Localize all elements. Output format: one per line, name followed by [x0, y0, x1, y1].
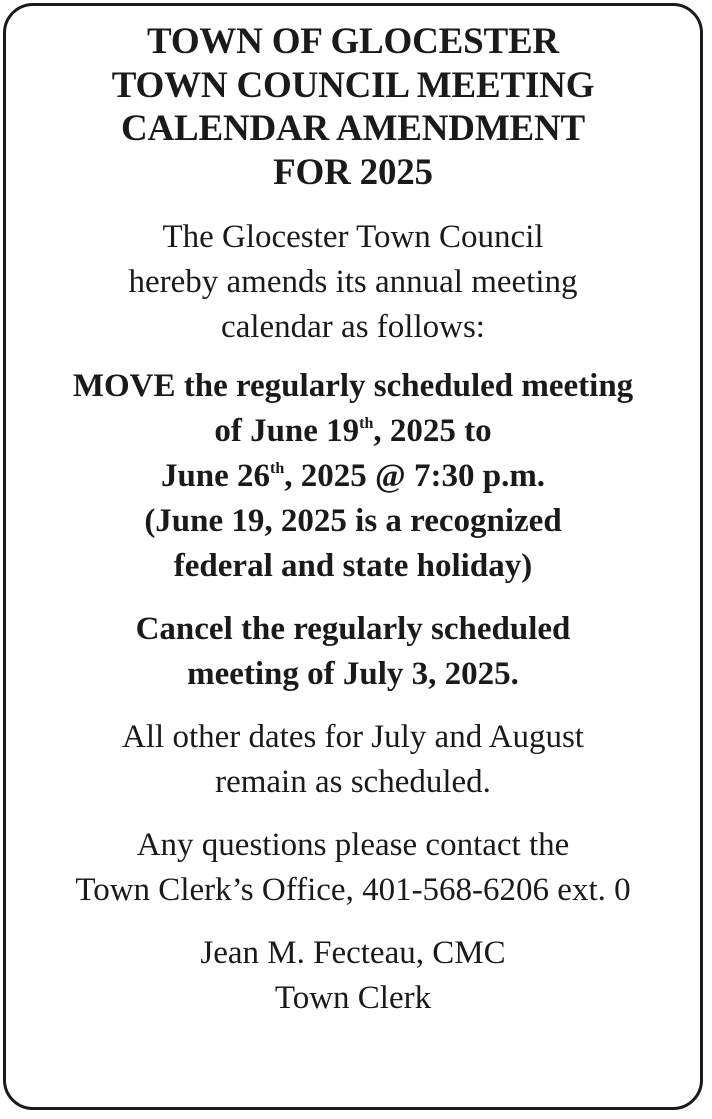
- contact-paragraph: [26, 823, 680, 913]
- intro-line: The Glocester Town Council: [162, 219, 544, 255]
- title-line: TOWN OF GLOCESTER: [147, 21, 559, 62]
- other-line: All other dates for July and August: [122, 719, 584, 755]
- other-line: remain as scheduled.: [215, 764, 491, 800]
- cancel-meeting-paragraph: [26, 607, 680, 697]
- ordinal-suffix: th: [359, 415, 374, 432]
- title-line: FOR 2025: [273, 151, 433, 193]
- move-text: of June 19: [214, 413, 360, 449]
- intro-line: calendar as follows:: [221, 309, 485, 345]
- signature-name: Jean M. Fecteau, CMC: [200, 935, 506, 971]
- move-line: (June 19, 2025 is a recognized: [144, 503, 562, 539]
- move-line: [26, 454, 680, 499]
- signature-block: [26, 931, 680, 1021]
- other-dates-paragraph: [26, 715, 680, 805]
- intro-line: hereby amends its annual meeting: [128, 264, 578, 300]
- move-meeting-paragraph: [26, 364, 680, 589]
- move-line: MOVE the regularly scheduled meeting: [72, 368, 634, 404]
- contact-line: Town Clerk’s Office, 401-568-6206 ext. 0: [75, 872, 631, 908]
- signature-title: Town Clerk: [274, 980, 432, 1016]
- notice-title: [26, 20, 680, 194]
- move-text: , 2025 to: [373, 413, 492, 449]
- intro-paragraph: [26, 215, 680, 350]
- title-line: CALENDAR AMENDMENT: [120, 108, 586, 149]
- cancel-line: Cancel the regularly scheduled: [135, 611, 571, 647]
- public-notice: [3, 3, 703, 1110]
- move-text: June 26: [160, 458, 271, 494]
- move-line: [26, 409, 680, 454]
- cancel-line: meeting of July 3, 2025.: [187, 656, 519, 692]
- move-line: federal and state holiday): [173, 548, 533, 584]
- ordinal-suffix: th: [270, 460, 285, 477]
- move-text: , 2025 @ 7:30 p.m.: [284, 458, 546, 494]
- title-line: TOWN COUNCIL MEETING: [111, 64, 595, 106]
- contact-line: Any questions please contact the: [136, 827, 570, 863]
